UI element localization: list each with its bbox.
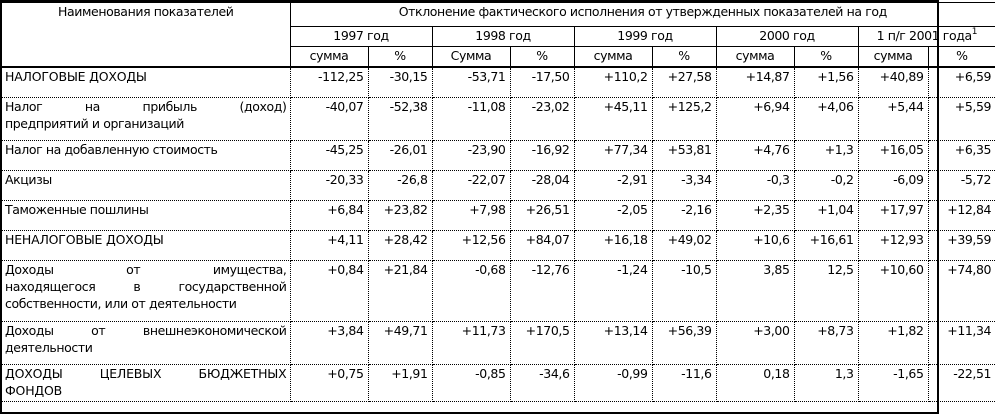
value-cell-sum: +2,35 [716,201,794,231]
subheader-percent: % [652,47,716,68]
table-row [2,98,995,141]
value-cell-percent: -23,02 [510,98,574,141]
value-cell-sum: +12,56 [432,231,510,261]
table-row [2,201,995,231]
value-cell-percent: +8,73 [794,322,858,365]
value-cell-percent: +1,91 [368,365,432,402]
value-cell-percent: +84,07 [510,231,574,261]
value-cell-sum: +45,11 [574,98,652,141]
row-name-cell [2,141,290,171]
row-name-cell [2,261,290,322]
row-name-line: предприятий и организаций [5,116,184,131]
value-cell-percent: -10,5 [652,261,716,322]
value-cell-percent: -12,76 [510,261,574,322]
value-cell-sum: +1,82 [858,322,928,365]
subheader-percent: % [510,47,574,68]
value-cell-sum: +14,87 [716,67,794,98]
table-row [2,322,995,365]
value-cell-sum: -2,91 [574,171,652,201]
value-cell-percent: +1,04 [794,201,858,231]
value-cell-sum: +17,97 [858,201,928,231]
value-cell-percent: -30,15 [368,67,432,98]
subheader-sum: сумма [574,47,652,68]
budget-deviation-table [2,2,995,402]
value-cell-sum: +10,6 [716,231,794,261]
subheader-percent: % [794,47,858,68]
value-cell-sum: +40,89 [858,67,928,98]
value-cell-percent: +16,61 [794,231,858,261]
value-cell-percent: +4,06 [794,98,858,141]
row-name-line: НАЛОГОВЫЕ ДОХОДЫ [5,69,147,84]
value-cell-sum: +16,18 [574,231,652,261]
value-cell-percent: -22,51 [928,365,995,402]
value-cell-sum: +110,2 [574,67,652,98]
value-cell-percent: +5,59 [928,98,995,141]
value-cell-percent: +1,56 [794,67,858,98]
value-cell-percent: 1,3 [794,365,858,402]
row-name-cell [2,67,290,98]
year-header-1999: 1999 год [574,27,716,47]
value-cell-sum: -6,09 [858,171,928,201]
value-cell-sum: -0,99 [574,365,652,402]
row-name-line: ФОНДОВ [5,383,62,398]
value-cell-percent: +53,81 [652,141,716,171]
value-cell-sum: +3,84 [290,322,368,365]
year-header-1998: 1998 год [432,27,574,47]
value-cell-percent: -34,6 [510,365,574,402]
table-header [2,3,995,68]
value-cell-sum: -40,07 [290,98,368,141]
value-cell-percent: +39,59 [928,231,995,261]
row-name-cell [2,322,290,365]
value-cell-sum: -22,07 [432,171,510,201]
value-cell-percent: -5,72 [928,171,995,201]
value-cell-percent: -26,01 [368,141,432,171]
value-cell-sum: +77,34 [574,141,652,171]
row-name-line: Доходы от внешнеэкономической [5,323,287,338]
value-cell-percent: -17,50 [510,67,574,98]
value-cell-sum: +3,00 [716,322,794,365]
value-cell-sum: +10,60 [858,261,928,322]
value-cell-percent: -52,38 [368,98,432,141]
value-cell-percent: -28,04 [510,171,574,201]
table-row [2,141,995,171]
table-row [2,365,995,402]
row-name-line: ДОХОДЫ ЦЕЛЕВЫХ БЮДЖЕТНЫХ [5,366,287,381]
subheader-sum: сумма [716,47,794,68]
year-header-2000: 2000 год [716,27,858,47]
subheader-sum: сумма [290,47,368,68]
value-cell-sum: 0,18 [716,365,794,402]
value-cell-sum: -0,68 [432,261,510,322]
value-cell-percent: +26,51 [510,201,574,231]
value-cell-percent: -0,2 [794,171,858,201]
value-cell-sum: -53,71 [432,67,510,98]
value-cell-percent: -11,6 [652,365,716,402]
value-cell-sum: -2,05 [574,201,652,231]
footnote-mark: 1 [971,27,978,37]
value-cell-sum: +7,98 [432,201,510,231]
year-header-2001-h1 [858,27,995,47]
table-row [2,67,995,98]
row-name-line: Налог на добавленную стоимость [5,142,218,157]
value-cell-sum: -11,08 [432,98,510,141]
value-cell-percent: +56,39 [652,322,716,365]
column-header-name: Наименования показателей [2,3,290,68]
value-cell-percent: +28,42 [368,231,432,261]
value-cell-sum: +13,14 [574,322,652,365]
table-body [2,67,995,402]
value-cell-sum: -112,25 [290,67,368,98]
value-cell-sum: +6,84 [290,201,368,231]
value-cell-percent: +74,80 [928,261,995,322]
year-header-2001-label: 1 п/г 2001 года [876,28,972,43]
subheader-percent: % [368,47,432,68]
subheader-sum: Сумма [432,47,510,68]
value-cell-sum: -0,85 [432,365,510,402]
row-name-line: Доходы от имущества, [5,262,287,277]
value-cell-percent: +125,2 [652,98,716,141]
value-cell-sum: +16,05 [858,141,928,171]
value-cell-percent: +27,58 [652,67,716,98]
value-cell-percent: +21,84 [368,261,432,322]
value-cell-sum: +0,84 [290,261,368,322]
value-cell-percent: -16,92 [510,141,574,171]
value-cell-percent: -2,16 [652,201,716,231]
value-cell-sum: -1,24 [574,261,652,322]
value-cell-sum: +5,44 [858,98,928,141]
row-name-line: собственности, или от деятельности [5,296,237,311]
row-name-cell [2,171,290,201]
value-cell-sum: -1,65 [858,365,928,402]
row-name-cell [2,98,290,141]
value-cell-sum: +4,11 [290,231,368,261]
value-cell-percent: +49,71 [368,322,432,365]
table-row [2,261,995,322]
value-cell-sum: 3,85 [716,261,794,322]
row-name-cell [2,201,290,231]
value-cell-percent: -3,34 [652,171,716,201]
value-cell-percent: +11,34 [928,322,995,365]
column-header-deviation: Отклонение фактического исполнения от утвержденных показателей на год [290,3,995,27]
row-name-line: находящегося в государственной [5,279,287,294]
value-cell-percent: +1,3 [794,141,858,171]
value-cell-percent: +12,84 [928,201,995,231]
value-cell-sum: +0,75 [290,365,368,402]
value-cell-sum: +6,94 [716,98,794,141]
value-cell-sum: +11,73 [432,322,510,365]
value-cell-sum: -45,25 [290,141,368,171]
row-name-line: Налог на прибыль (доход) [5,99,287,114]
value-cell-sum: +12,93 [858,231,928,261]
row-name-line: НЕНАЛОГОВЫЕ ДОХОДЫ [5,232,164,247]
row-name-line: деятельности [5,340,93,355]
subheader-percent: % [928,47,995,68]
value-cell-sum: -20,33 [290,171,368,201]
row-name-line: Таможенные пошлины [5,202,149,217]
table-row [2,231,995,261]
value-cell-percent: 12,5 [794,261,858,322]
value-cell-percent: +170,5 [510,322,574,365]
row-name-cell [2,231,290,261]
table-row [2,171,995,201]
value-cell-percent: -26,8 [368,171,432,201]
value-cell-percent: +23,82 [368,201,432,231]
value-cell-percent: +6,59 [928,67,995,98]
value-cell-percent: +49,02 [652,231,716,261]
value-cell-sum: -0,3 [716,171,794,201]
subheader-sum: сумма [858,47,928,68]
value-cell-percent: +6,35 [928,141,995,171]
value-cell-sum: +4,76 [716,141,794,171]
row-name-cell [2,365,290,402]
row-name-line: Акцизы [5,172,52,187]
year-header-1997: 1997 год [290,27,432,47]
value-cell-sum: -23,90 [432,141,510,171]
